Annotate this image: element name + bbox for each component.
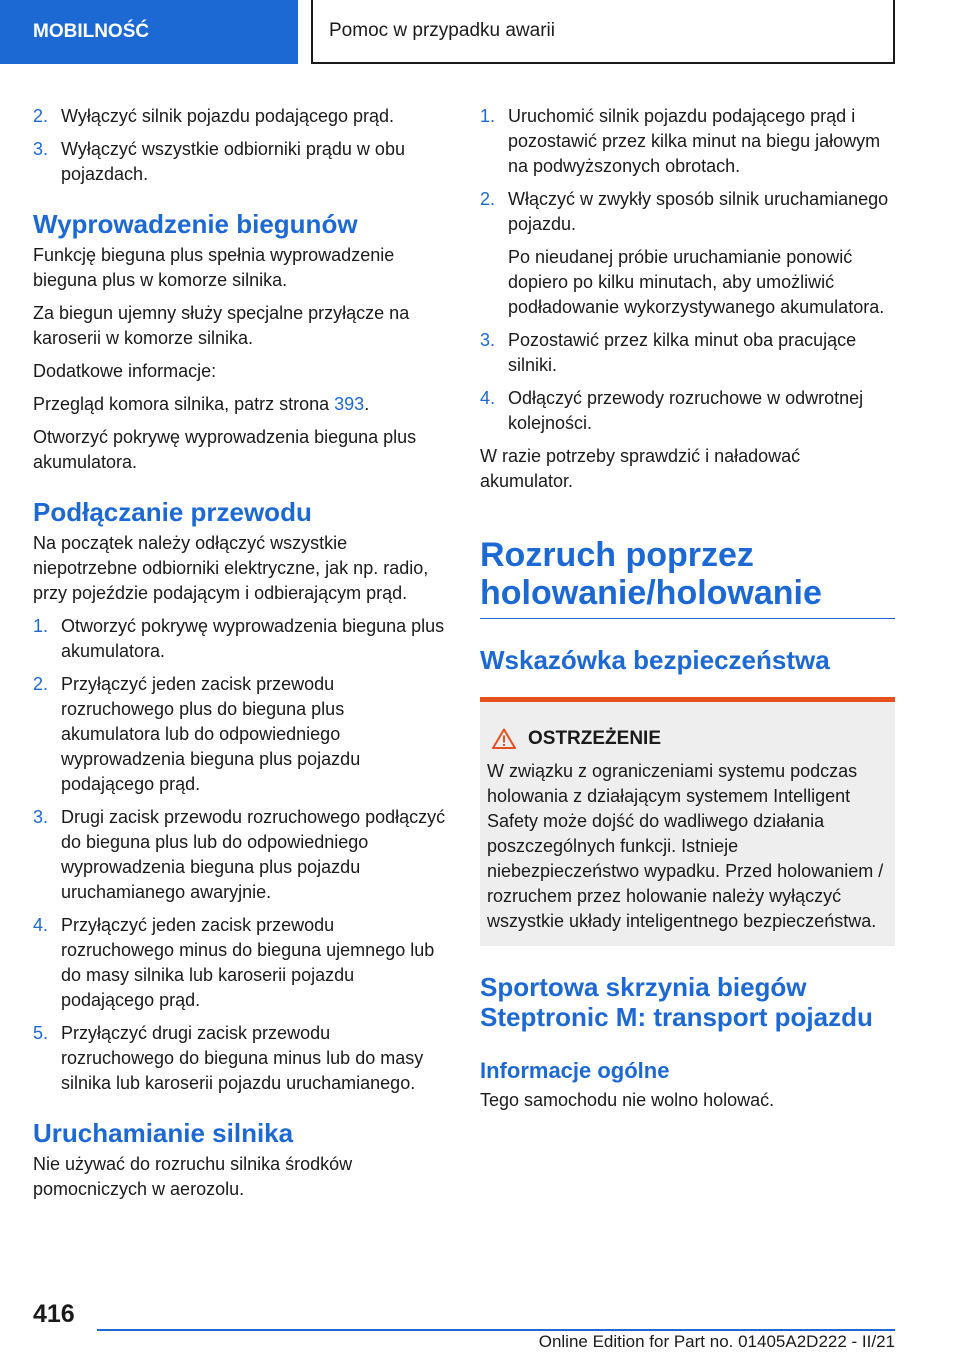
edition-note: Online Edition for Part no. 01405A2D222 - II/21: [538, 1332, 895, 1351]
section-tab: [0, 0, 298, 64]
step-number: 1.: [33, 616, 49, 636]
step-text: Pozostawić przez kilka minut oba pracujące silniki.: [508, 330, 857, 375]
step-text: Włączyć w zwykły sposób silnik uruchamianego pojazdu.: [508, 189, 889, 234]
paragraph: Za biegun ujemny służy specjalne przyłącze na karoserii w komorze silnika.: [33, 303, 410, 348]
chapter-tab: [311, 0, 895, 64]
left-column: [33, 104, 446, 1210]
list-item: [33, 104, 446, 129]
paragraph: Funkcję bieguna plus spełnia wyprowadzenie bieguna plus w komorze silnika.: [33, 245, 395, 290]
step-text: Przyłączyć jeden zacisk przewodu rozruchowego plus do bieguna plus akumulatora lub do odpowiedniego wyprowadzenia bieguna plus pojazdu podającego prąd.: [61, 674, 361, 794]
step-number: 4.: [33, 915, 49, 935]
list-item: [33, 805, 446, 905]
heading-start-engine: Uruchamianie silnika: [33, 1118, 294, 1148]
step-number: 3.: [33, 807, 49, 827]
heading-general-info: Informacje ogólne: [480, 1058, 670, 1083]
list-item: [480, 328, 895, 378]
list-item: [33, 137, 446, 187]
heading-poles: Wyprowadzenie biegunów: [33, 209, 358, 239]
section-title: MOBILNOŚĆ: [33, 21, 150, 42]
reference-end: .: [364, 394, 370, 414]
step-text: Uruchomić silnik pojazdu podającego prąd i pozostawić przez kilka minut na biegu jałowym na podwyższonych obrotach.: [508, 106, 881, 176]
step-text: Odłączyć przewody rozruchowe w odwrotnej kolejności.: [508, 388, 864, 433]
paragraph: Dodatkowe informacje:: [33, 361, 217, 381]
step-text: Wyłączyć silnik pojazdu podającego prąd.: [61, 106, 395, 126]
warning-triangle-icon: [492, 728, 516, 749]
warning-header: [487, 726, 887, 751]
list-item: [33, 913, 446, 1013]
step-number: 1.: [480, 106, 496, 126]
chapter-title: Pomoc w przypadku awarii: [329, 20, 555, 41]
chapter-heading-towing: Rozruch poprzez holowanie/holowanie: [480, 536, 895, 619]
page-number: 416: [33, 1300, 75, 1328]
step-text: Wyłączyć wszystkie odbiorniki prądu w obu pojazdach.: [61, 139, 405, 184]
list-item: [33, 614, 446, 664]
paragraph: W razie potrzeby sprawdzić i naładować akumulator.: [480, 446, 801, 491]
paragraph: Otworzyć pokrywę wyprowadzenia bieguna plus akumulatora.: [33, 427, 417, 472]
paragraph: Nie używać do rozruchu silnika środków pomocniczych w aerozolu.: [33, 1154, 353, 1199]
heading-safety: Wskazówka bezpieczeństwa: [480, 645, 830, 675]
paragraph: Na początek należy odłączyć wszystkie niepotrzebne odbiorniki elektryczne, jak np. radio, przy pojeździe podającym i odbierającym prąd.: [33, 533, 429, 603]
step-number: 2.: [33, 674, 49, 694]
step-number: 4.: [480, 388, 496, 408]
list-item: [480, 104, 895, 179]
step-text: Drugi zacisk przewodu rozruchowego podłączyć do bieguna plus lub do odpowiedniego wyprowadzenia bieguna plus pojazdu uruchamianego awaryjnie.: [61, 807, 446, 902]
step-text: Przyłączyć drugi zacisk przewodu rozruchowego do bieguna minus lub do masy silnika lub karoserii pojazdu uruchamianego.: [61, 1023, 424, 1093]
warning-box: [480, 697, 895, 946]
step-number: 3.: [33, 139, 49, 159]
list-item: [33, 1021, 446, 1096]
paragraph-reference: [33, 392, 446, 417]
warning-text: W związku z ograniczeniami systemu podczas holowania z działającym systemem Intelligent Safety może dojść do wadliwego działania poszczególnych funkcji. Istnieje niebezpieczeństwo wypadku. Przed holowaniem / rozruchem przez holowanie należy wyłączyć wszystkie układy inteligentnego bezpieczeństwa.: [487, 761, 884, 931]
paragraph: Tego samochodu nie wolno holować.: [480, 1090, 775, 1110]
step-number: 3.: [480, 330, 496, 350]
right-column: [480, 104, 895, 1121]
list-item: [480, 187, 895, 237]
step-text: Otworzyć pokrywę wyprowadzenia bieguna plus akumulatora.: [61, 616, 445, 661]
reference-text: Przegląd komora silnika, patrz strona: [33, 394, 335, 414]
step-number: 2.: [480, 189, 496, 209]
page-link[interactable]: 393: [334, 394, 365, 414]
step-number: 5.: [33, 1023, 49, 1043]
heading-steptronic: Sportowa skrzynia biegów Steptronic M: transport pojazdu: [480, 972, 873, 1032]
step-number: 2.: [33, 106, 49, 126]
step-continuation: Po nieudanej próbie uruchamianie ponowić dopiero po kilku minutach, aby umożliwić podładowanie wykorzystywanego akumulatora.: [508, 247, 885, 317]
footer-divider: [97, 1329, 895, 1331]
warning-title: OSTRZEŻENIE: [528, 728, 662, 749]
heading-cable: Podłączanie przewodu: [33, 497, 312, 527]
step-text: Przyłączyć jeden zacisk przewodu rozruchowego minus do bieguna ujemnego lub do masy silnika lub karoserii pojazdu podającego prąd.: [61, 915, 435, 1010]
list-item: [480, 386, 895, 436]
list-item: [33, 672, 446, 797]
